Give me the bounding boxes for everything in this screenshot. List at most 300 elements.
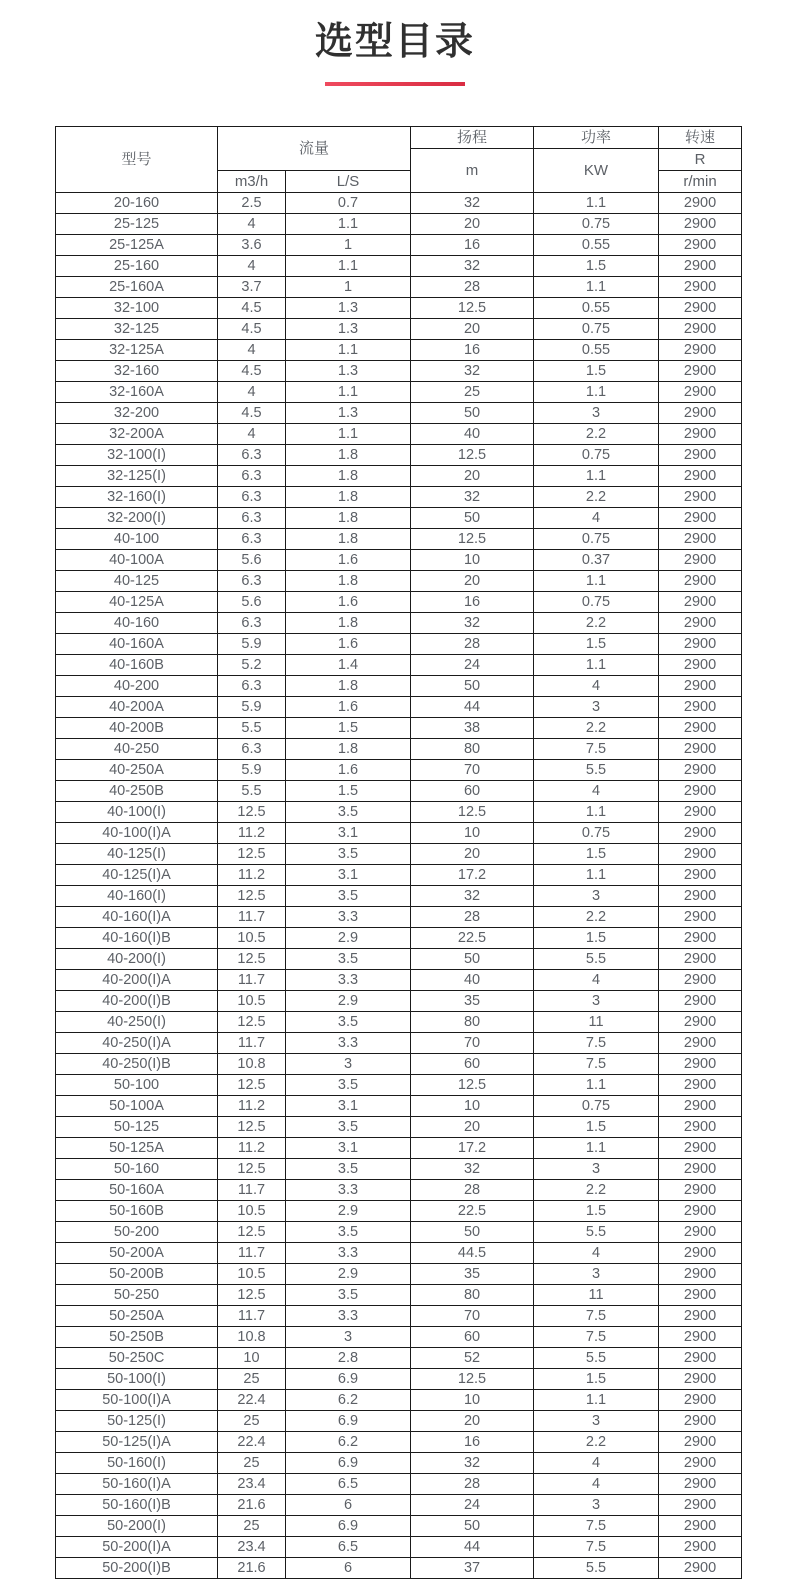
cell-head-m: 28 <box>411 277 534 298</box>
header-head-unit: m <box>411 149 534 193</box>
cell-power-kw: 5.5 <box>534 760 659 781</box>
cell-speed-rpm: 2900 <box>659 1180 742 1201</box>
cell-head-m: 32 <box>411 886 534 907</box>
cell-model: 20-160 <box>56 193 218 214</box>
cell-flow-m3h: 25 <box>218 1453 286 1474</box>
cell-flow-m3h: 11.7 <box>218 1180 286 1201</box>
cell-model: 40-250(I)B <box>56 1054 218 1075</box>
cell-model: 50-160(I) <box>56 1453 218 1474</box>
cell-speed-rpm: 2900 <box>659 1558 742 1579</box>
table-row <box>56 781 742 802</box>
cell-speed-rpm: 2900 <box>659 340 742 361</box>
cell-flow-m3h: 11.7 <box>218 907 286 928</box>
cell-flow-ls: 1.6 <box>286 760 411 781</box>
cell-speed-rpm: 2900 <box>659 1033 742 1054</box>
cell-flow-m3h: 12.5 <box>218 802 286 823</box>
cell-flow-ls: 3.5 <box>286 886 411 907</box>
cell-head-m: 50 <box>411 403 534 424</box>
cell-power-kw: 2.2 <box>534 424 659 445</box>
cell-flow-m3h: 10.8 <box>218 1327 286 1348</box>
cell-power-kw: 1.1 <box>534 1075 659 1096</box>
cell-flow-ls: 1.6 <box>286 592 411 613</box>
table-row <box>56 193 742 214</box>
cell-model: 50-200A <box>56 1243 218 1264</box>
cell-flow-m3h: 4 <box>218 382 286 403</box>
cell-head-m: 12.5 <box>411 1369 534 1390</box>
cell-head-m: 28 <box>411 1180 534 1201</box>
cell-model: 32-200A <box>56 424 218 445</box>
cell-power-kw: 5.5 <box>534 1222 659 1243</box>
cell-head-m: 22.5 <box>411 1201 534 1222</box>
cell-head-m: 17.2 <box>411 1138 534 1159</box>
cell-model: 50-100A <box>56 1096 218 1117</box>
cell-power-kw: 2.2 <box>534 487 659 508</box>
cell-flow-ls: 1.8 <box>286 487 411 508</box>
cell-flow-ls: 2.9 <box>286 991 411 1012</box>
cell-head-m: 12.5 <box>411 529 534 550</box>
table-row <box>56 886 742 907</box>
cell-head-m: 70 <box>411 1033 534 1054</box>
cell-power-kw: 4 <box>534 781 659 802</box>
cell-head-m: 32 <box>411 193 534 214</box>
cell-model: 50-125(I) <box>56 1411 218 1432</box>
cell-flow-m3h: 5.2 <box>218 655 286 676</box>
cell-speed-rpm: 2900 <box>659 949 742 970</box>
cell-power-kw: 0.55 <box>534 235 659 256</box>
cell-flow-ls: 1.8 <box>286 466 411 487</box>
cell-flow-ls: 6.9 <box>286 1369 411 1390</box>
cell-model: 50-100(I)A <box>56 1390 218 1411</box>
cell-speed-rpm: 2900 <box>659 886 742 907</box>
cell-head-m: 16 <box>411 235 534 256</box>
cell-speed-rpm: 2900 <box>659 256 742 277</box>
cell-speed-rpm: 2900 <box>659 1222 742 1243</box>
cell-model: 40-125 <box>56 571 218 592</box>
table-row <box>56 1054 742 1075</box>
table-row <box>56 214 742 235</box>
cell-flow-ls: 1.6 <box>286 550 411 571</box>
cell-flow-ls: 0.7 <box>286 193 411 214</box>
cell-flow-m3h: 12.5 <box>218 1159 286 1180</box>
cell-flow-ls: 1.8 <box>286 445 411 466</box>
table-row <box>56 949 742 970</box>
cell-model: 50-160(I)B <box>56 1495 218 1516</box>
cell-flow-ls: 3.5 <box>286 1222 411 1243</box>
cell-speed-rpm: 2900 <box>659 487 742 508</box>
cell-power-kw: 0.37 <box>534 550 659 571</box>
cell-flow-m3h: 11.2 <box>218 865 286 886</box>
cell-power-kw: 1.5 <box>534 1369 659 1390</box>
cell-speed-rpm: 2900 <box>659 1075 742 1096</box>
cell-flow-ls: 3.3 <box>286 1243 411 1264</box>
cell-head-m: 20 <box>411 571 534 592</box>
cell-flow-m3h: 5.9 <box>218 697 286 718</box>
table-row <box>56 298 742 319</box>
cell-model: 50-250 <box>56 1285 218 1306</box>
table-row <box>56 529 742 550</box>
cell-model: 32-200(I) <box>56 508 218 529</box>
cell-flow-m3h: 22.4 <box>218 1432 286 1453</box>
cell-flow-ls: 6.9 <box>286 1411 411 1432</box>
cell-flow-ls: 1 <box>286 235 411 256</box>
cell-head-m: 24 <box>411 655 534 676</box>
cell-speed-rpm: 2900 <box>659 361 742 382</box>
table-row <box>56 550 742 571</box>
cell-flow-m3h: 4.5 <box>218 403 286 424</box>
cell-head-m: 12.5 <box>411 802 534 823</box>
table-row <box>56 1222 742 1243</box>
table-row <box>56 1306 742 1327</box>
cell-power-kw: 2.2 <box>534 1180 659 1201</box>
table-row <box>56 1369 742 1390</box>
table-row <box>56 928 742 949</box>
cell-flow-ls: 1.1 <box>286 214 411 235</box>
cell-flow-ls: 3 <box>286 1327 411 1348</box>
cell-head-m: 10 <box>411 550 534 571</box>
cell-model: 40-250B <box>56 781 218 802</box>
cell-power-kw: 1.1 <box>534 277 659 298</box>
table-row <box>56 1495 742 1516</box>
table-row <box>56 613 742 634</box>
cell-speed-rpm: 2900 <box>659 1138 742 1159</box>
cell-power-kw: 1.1 <box>534 193 659 214</box>
cell-speed-rpm: 2900 <box>659 1369 742 1390</box>
cell-flow-ls: 2.9 <box>286 928 411 949</box>
cell-head-m: 50 <box>411 1222 534 1243</box>
table-row <box>56 487 742 508</box>
cell-speed-rpm: 2900 <box>659 1411 742 1432</box>
cell-flow-ls: 3.5 <box>286 1285 411 1306</box>
table-row <box>56 823 742 844</box>
cell-flow-ls: 3.1 <box>286 1138 411 1159</box>
table-header <box>56 127 742 193</box>
cell-power-kw: 1.5 <box>534 256 659 277</box>
cell-head-m: 50 <box>411 1516 534 1537</box>
cell-speed-rpm: 2900 <box>659 382 742 403</box>
table-row <box>56 1075 742 1096</box>
cell-speed-rpm: 2900 <box>659 1054 742 1075</box>
cell-model: 40-200(I)B <box>56 991 218 1012</box>
cell-flow-ls: 6.5 <box>286 1537 411 1558</box>
cell-speed-rpm: 2900 <box>659 865 742 886</box>
cell-head-m: 37 <box>411 1558 534 1579</box>
cell-head-m: 32 <box>411 1159 534 1180</box>
cell-flow-m3h: 4.5 <box>218 298 286 319</box>
cell-flow-ls: 3.1 <box>286 865 411 886</box>
cell-flow-ls: 3.3 <box>286 1033 411 1054</box>
cell-model: 50-200 <box>56 1222 218 1243</box>
cell-speed-rpm: 2900 <box>659 1327 742 1348</box>
cell-model: 40-200(I) <box>56 949 218 970</box>
cell-power-kw: 5.5 <box>534 949 659 970</box>
cell-head-m: 10 <box>411 823 534 844</box>
cell-speed-rpm: 2900 <box>659 424 742 445</box>
cell-flow-ls: 6 <box>286 1495 411 1516</box>
cell-model: 40-160B <box>56 655 218 676</box>
cell-flow-m3h: 21.6 <box>218 1558 286 1579</box>
cell-model: 40-160(I) <box>56 886 218 907</box>
cell-flow-m3h: 12.5 <box>218 1012 286 1033</box>
cell-model: 32-160(I) <box>56 487 218 508</box>
header-flow-ls: L/S <box>286 171 411 193</box>
cell-power-kw: 0.55 <box>534 298 659 319</box>
cell-flow-m3h: 22.4 <box>218 1390 286 1411</box>
cell-head-m: 52 <box>411 1348 534 1369</box>
cell-head-m: 12.5 <box>411 1075 534 1096</box>
table-row <box>56 1390 742 1411</box>
cell-model: 40-250(I)A <box>56 1033 218 1054</box>
cell-head-m: 40 <box>411 424 534 445</box>
cell-power-kw: 1.1 <box>534 571 659 592</box>
cell-power-kw: 1.5 <box>534 1201 659 1222</box>
cell-power-kw: 1.5 <box>534 361 659 382</box>
cell-power-kw: 0.75 <box>534 529 659 550</box>
cell-flow-m3h: 4 <box>218 214 286 235</box>
table-body <box>56 193 742 1579</box>
cell-flow-ls: 1.1 <box>286 340 411 361</box>
cell-head-m: 35 <box>411 991 534 1012</box>
table-row <box>56 1159 742 1180</box>
cell-model: 50-100(I) <box>56 1369 218 1390</box>
cell-power-kw: 0.55 <box>534 340 659 361</box>
cell-power-kw: 7.5 <box>534 1306 659 1327</box>
cell-flow-m3h: 12.5 <box>218 844 286 865</box>
table-row <box>56 907 742 928</box>
cell-head-m: 10 <box>411 1390 534 1411</box>
cell-model: 32-100 <box>56 298 218 319</box>
cell-flow-ls: 1.6 <box>286 634 411 655</box>
table-row <box>56 991 742 1012</box>
cell-speed-rpm: 2900 <box>659 655 742 676</box>
cell-flow-ls: 6.2 <box>286 1432 411 1453</box>
header-model: 型号 <box>56 127 218 193</box>
cell-model: 40-160(I)B <box>56 928 218 949</box>
cell-model: 50-200(I)A <box>56 1537 218 1558</box>
table-row <box>56 697 742 718</box>
cell-speed-rpm: 2900 <box>659 1474 742 1495</box>
cell-model: 32-125A <box>56 340 218 361</box>
cell-power-kw: 11 <box>534 1285 659 1306</box>
header-power-unit: KW <box>534 149 659 193</box>
cell-model: 40-125A <box>56 592 218 613</box>
cell-head-m: 44 <box>411 1537 534 1558</box>
table-row <box>56 676 742 697</box>
cell-head-m: 32 <box>411 613 534 634</box>
table-row <box>56 1180 742 1201</box>
cell-flow-m3h: 12.5 <box>218 1285 286 1306</box>
cell-flow-m3h: 10.8 <box>218 1054 286 1075</box>
cell-head-m: 12.5 <box>411 445 534 466</box>
cell-speed-rpm: 2900 <box>659 319 742 340</box>
cell-model: 50-200(I)B <box>56 1558 218 1579</box>
cell-flow-m3h: 10.5 <box>218 1201 286 1222</box>
cell-power-kw: 1.5 <box>534 844 659 865</box>
table-row <box>56 970 742 991</box>
cell-head-m: 28 <box>411 1474 534 1495</box>
table-row <box>56 1516 742 1537</box>
cell-flow-ls: 3 <box>286 1054 411 1075</box>
cell-head-m: 44 <box>411 697 534 718</box>
cell-flow-m3h: 4.5 <box>218 361 286 382</box>
cell-power-kw: 0.75 <box>534 319 659 340</box>
cell-model: 50-160B <box>56 1201 218 1222</box>
cell-head-m: 28 <box>411 907 534 928</box>
cell-speed-rpm: 2900 <box>659 592 742 613</box>
cell-head-m: 20 <box>411 844 534 865</box>
cell-flow-ls: 1.4 <box>286 655 411 676</box>
cell-flow-ls: 3.3 <box>286 1306 411 1327</box>
header-speed: 转速 <box>659 127 742 149</box>
cell-power-kw: 4 <box>534 676 659 697</box>
cell-model: 40-250A <box>56 760 218 781</box>
cell-flow-m3h: 6.3 <box>218 676 286 697</box>
cell-head-m: 22.5 <box>411 928 534 949</box>
header-flow: 流量 <box>218 127 411 171</box>
cell-head-m: 60 <box>411 1327 534 1348</box>
table-row <box>56 256 742 277</box>
cell-speed-rpm: 2900 <box>659 1243 742 1264</box>
cell-head-m: 32 <box>411 1453 534 1474</box>
cell-head-m: 24 <box>411 1495 534 1516</box>
cell-power-kw: 2.2 <box>534 1432 659 1453</box>
cell-flow-m3h: 5.9 <box>218 634 286 655</box>
cell-flow-ls: 1.1 <box>286 256 411 277</box>
table-row <box>56 865 742 886</box>
cell-flow-ls: 6.5 <box>286 1474 411 1495</box>
cell-power-kw: 7.5 <box>534 1516 659 1537</box>
cell-model: 50-200(I) <box>56 1516 218 1537</box>
cell-speed-rpm: 2900 <box>659 1390 742 1411</box>
cell-flow-ls: 3.3 <box>286 970 411 991</box>
cell-power-kw: 0.75 <box>534 1096 659 1117</box>
cell-power-kw: 3 <box>534 1495 659 1516</box>
table-row <box>56 1453 742 1474</box>
cell-power-kw: 11 <box>534 1012 659 1033</box>
cell-flow-m3h: 5.5 <box>218 718 286 739</box>
cell-flow-ls: 3.5 <box>286 1012 411 1033</box>
cell-model: 32-160 <box>56 361 218 382</box>
cell-model: 32-125(I) <box>56 466 218 487</box>
cell-flow-m3h: 6.3 <box>218 571 286 592</box>
cell-head-m: 50 <box>411 949 534 970</box>
cell-speed-rpm: 2900 <box>659 1348 742 1369</box>
cell-model: 40-160A <box>56 634 218 655</box>
cell-flow-ls: 3.5 <box>286 1075 411 1096</box>
cell-flow-ls: 6.2 <box>286 1390 411 1411</box>
cell-head-m: 20 <box>411 319 534 340</box>
cell-flow-ls: 1.8 <box>286 508 411 529</box>
cell-power-kw: 1.1 <box>534 655 659 676</box>
cell-speed-rpm: 2900 <box>659 928 742 949</box>
cell-flow-ls: 2.8 <box>286 1348 411 1369</box>
cell-flow-m3h: 21.6 <box>218 1495 286 1516</box>
cell-head-m: 20 <box>411 1117 534 1138</box>
table-row <box>56 403 742 424</box>
cell-head-m: 12.5 <box>411 298 534 319</box>
table-row <box>56 1264 742 1285</box>
cell-flow-ls: 3.5 <box>286 1159 411 1180</box>
cell-speed-rpm: 2900 <box>659 214 742 235</box>
table-row <box>56 1327 742 1348</box>
cell-model: 25-160A <box>56 277 218 298</box>
cell-model: 50-250A <box>56 1306 218 1327</box>
cell-flow-ls: 1.8 <box>286 613 411 634</box>
cell-speed-rpm: 2900 <box>659 634 742 655</box>
cell-model: 25-160 <box>56 256 218 277</box>
cell-power-kw: 4 <box>534 1243 659 1264</box>
table-row <box>56 1012 742 1033</box>
cell-head-m: 38 <box>411 718 534 739</box>
cell-model: 40-200(I)A <box>56 970 218 991</box>
cell-flow-m3h: 6.3 <box>218 466 286 487</box>
cell-speed-rpm: 2900 <box>659 403 742 424</box>
cell-head-m: 28 <box>411 634 534 655</box>
cell-power-kw: 2.2 <box>534 718 659 739</box>
table-row <box>56 1243 742 1264</box>
cell-power-kw: 1.1 <box>534 802 659 823</box>
cell-flow-ls: 1.3 <box>286 298 411 319</box>
cell-speed-rpm: 2900 <box>659 1432 742 1453</box>
cell-power-kw: 4 <box>534 508 659 529</box>
table-row <box>56 760 742 781</box>
cell-flow-ls: 1.8 <box>286 571 411 592</box>
cell-flow-m3h: 12.5 <box>218 949 286 970</box>
cell-head-m: 32 <box>411 487 534 508</box>
table-row <box>56 361 742 382</box>
cell-flow-ls: 1.5 <box>286 781 411 802</box>
cell-flow-m3h: 11.2 <box>218 823 286 844</box>
cell-flow-ls: 1.8 <box>286 739 411 760</box>
cell-speed-rpm: 2900 <box>659 1495 742 1516</box>
cell-model: 40-160(I)A <box>56 907 218 928</box>
table-row <box>56 802 742 823</box>
cell-model: 40-100(I) <box>56 802 218 823</box>
cell-flow-m3h: 23.4 <box>218 1474 286 1495</box>
cell-flow-m3h: 12.5 <box>218 1222 286 1243</box>
cell-head-m: 50 <box>411 676 534 697</box>
table-row <box>56 1474 742 1495</box>
cell-head-m: 35 <box>411 1264 534 1285</box>
cell-flow-ls: 1.8 <box>286 529 411 550</box>
cell-flow-m3h: 10 <box>218 1348 286 1369</box>
cell-flow-m3h: 2.5 <box>218 193 286 214</box>
cell-flow-ls: 3.3 <box>286 1180 411 1201</box>
cell-speed-rpm: 2900 <box>659 844 742 865</box>
header-flow-m3h: m3/h <box>218 171 286 193</box>
cell-power-kw: 7.5 <box>534 1537 659 1558</box>
cell-speed-rpm: 2900 <box>659 970 742 991</box>
cell-flow-ls: 1.3 <box>286 319 411 340</box>
cell-flow-ls: 3.5 <box>286 802 411 823</box>
cell-power-kw: 1.5 <box>534 634 659 655</box>
table-row <box>56 718 742 739</box>
cell-flow-ls: 2.9 <box>286 1264 411 1285</box>
cell-model: 50-200B <box>56 1264 218 1285</box>
cell-head-m: 32 <box>411 256 534 277</box>
cell-power-kw: 7.5 <box>534 739 659 760</box>
table-row <box>56 277 742 298</box>
cell-flow-m3h: 11.2 <box>218 1138 286 1159</box>
cell-speed-rpm: 2900 <box>659 298 742 319</box>
cell-model: 40-100(I)A <box>56 823 218 844</box>
cell-power-kw: 2.2 <box>534 907 659 928</box>
cell-power-kw: 4 <box>534 970 659 991</box>
cell-head-m: 80 <box>411 1285 534 1306</box>
cell-speed-rpm: 2900 <box>659 508 742 529</box>
cell-flow-ls: 6.9 <box>286 1516 411 1537</box>
pump-selection-table <box>55 126 742 1579</box>
cell-speed-rpm: 2900 <box>659 781 742 802</box>
